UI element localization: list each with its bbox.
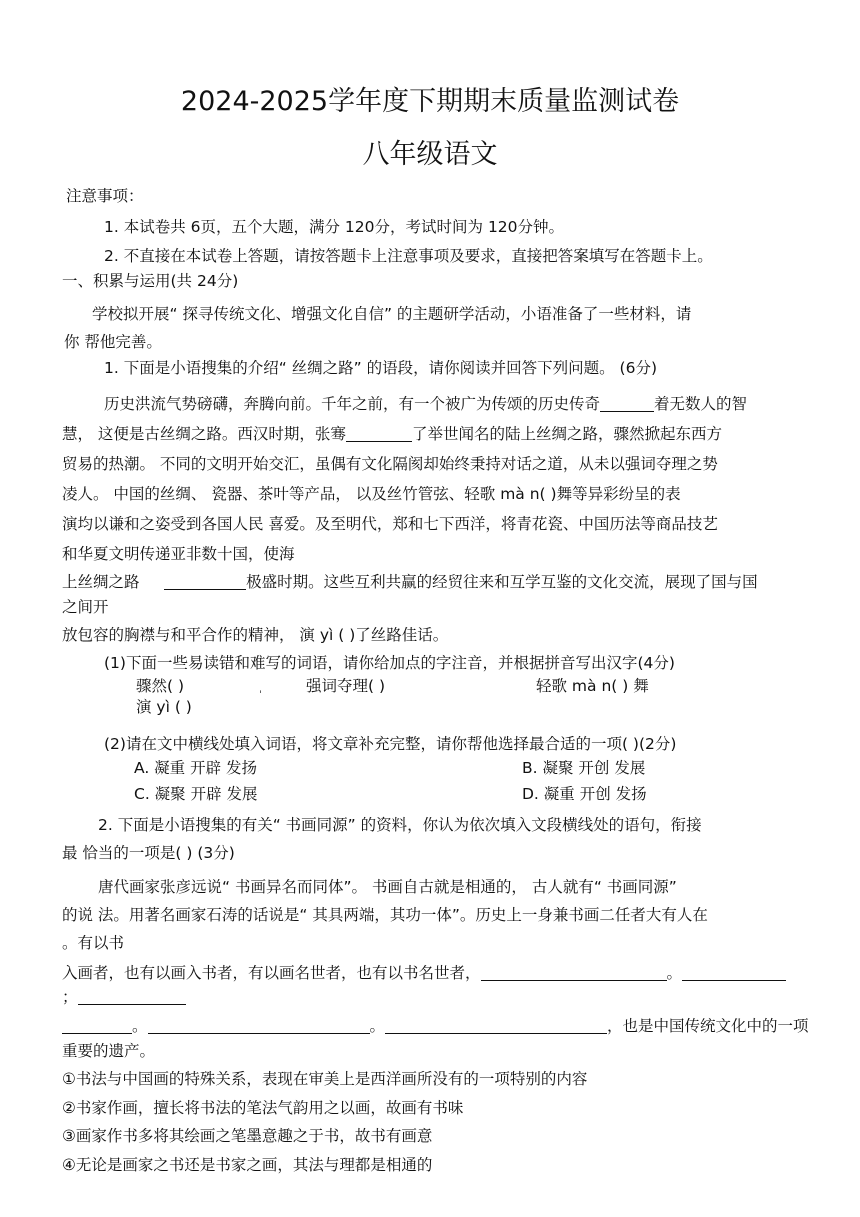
sub-question-1: (1)下面一些易读错和难写的词语，请你给加点的字注音，并根据拼音写出汉字(4分): [104, 654, 675, 672]
answer-blank[interactable]: [164, 574, 246, 591]
reading-line-6: 。 。 ，也是中国传统文化中的一项: [62, 1017, 809, 1036]
reading-line-2: 的说 法。用著名画家石涛的话说是“ 其具两端，其功一体”。历史上一身兼书画二任者大有人在: [62, 906, 708, 924]
option-b[interactable]: B. 凝聚 开创 发展: [522, 759, 646, 777]
sub-question-2: (2)请在文中横线处填入词语，将文章补充完整，请你帮他选择最合适的一项( )(2分): [104, 735, 677, 753]
answer-blank[interactable]: [385, 1018, 607, 1035]
question-2: 2. 下面是小语搜集的有关“ 书画同源” 的资料，你认为依次填入文段横线处的语句，衔接: [98, 816, 702, 834]
sentence-2: ②书家作画，擅长将书法的笔法气韵用之以画，故画有书味: [62, 1099, 464, 1117]
section-heading: 一、积累与运用(共 24分): [62, 272, 239, 290]
reading-line-5: ；: [62, 988, 186, 1007]
passage-line-1: 历史洪流气势磅礴，奔腾向前。千年之前，有一个被广为传颂的历史传奇 着无数人的智: [104, 395, 748, 413]
term-2: 强词夺理( ): [306, 677, 386, 695]
reading-line-3: 。有以书: [62, 934, 125, 952]
option-a[interactable]: A. 凝重 开辟 发扬: [134, 759, 258, 777]
option-c[interactable]: C. 凝聚 开辟 发展: [134, 785, 258, 803]
emphasis-mark: ˈ: [259, 690, 262, 701]
sentence-3: ③画家作书多将其绘画之笔墨意趣之于书，故书有画意: [62, 1127, 433, 1145]
passage-line-5: 演均以谦和之姿受到各国人民 喜爱。及至明代，郑和七下西洋，将青花瓷、中国历法等商品技艺: [62, 515, 718, 533]
passage-line-4: 凌人。 中国的丝绸、 瓷器、茶叶等产品， 以及丝竹管弦、轻歌 mà n( )舞等异彩纷呈的表: [62, 485, 681, 503]
passage-line-9: 放包容的胸襟与和平合作的精神， 演 yì ( )了丝路佳话。: [62, 626, 449, 644]
passage-line-2: 慧， 这便是古丝绸之路。西汉时期，张骞 了举世闻名的陆上丝绸之路，骤然掀起东西方: [62, 425, 722, 443]
question-2-cont: 最 恰当的一项是( ) (3分): [62, 844, 235, 862]
term-1: 骤然( ): [136, 677, 185, 695]
question-1: 1. 下面是小语搜集的介绍“ 丝绸之路” 的语段，请你阅读并回答下列问题。 (6分): [104, 359, 658, 377]
passage-line-3: 贸易的热潮。 不同的文明开始交汇，虽偶有文化隔阂却始终秉持对话之道，从未以强词夺理之势: [62, 455, 718, 473]
answer-blank[interactable]: [62, 1018, 132, 1035]
reading-line-4: 入画者，也有以画入书者，有以画名世者，也有以书名世者， 。: [62, 964, 786, 983]
reading-line-1: 唐代画家张彦远说“ 书画异名而同体”。 书画自古就是相通的， 古人就有“ 书画同源”: [98, 878, 677, 896]
answer-blank[interactable]: [346, 426, 412, 443]
option-d[interactable]: D. 凝重 开创 发扬: [522, 785, 647, 803]
reading-line-7: 重要的遗产。: [62, 1042, 156, 1060]
intro-line-2: 你 帮他完善。: [64, 333, 162, 351]
passage-line-7: 上丝绸之路 极盛时期。这些互利共赢的经贸往来和互学互鉴的文化交流，展现了国与国: [62, 573, 758, 591]
notice-item-2: 2. 不直接在本试卷上答题，请按答题卡上注意事项及要求，直接把答案填写在答题卡上。: [104, 247, 713, 265]
answer-blank[interactable]: [682, 965, 786, 982]
intro-line-1: 学校拟开展“ 探寻传统文化、增强文化自信” 的主题研学活动，小语准备了一些材料，请: [92, 305, 692, 323]
sentence-4: ④无论是画家之书还是书家之画，其法与理都是相通的: [62, 1156, 433, 1174]
term-4: 演 yì ( ): [136, 698, 192, 716]
sentence-1: ①书法与中国画的特殊关系，表现在审美上是西洋画所没有的一项特别的内容: [62, 1070, 588, 1088]
answer-blank[interactable]: [600, 396, 654, 413]
answer-blank[interactable]: [78, 989, 186, 1006]
answer-blank[interactable]: [148, 1018, 370, 1035]
notice-heading: 注意事项：: [66, 187, 144, 205]
passage-line-6: 和华夏文明传递亚非数十国，使海: [62, 545, 295, 563]
exam-title: 2024-2025学年度下期期末质量监测试卷: [180, 86, 680, 117]
passage-line-8: 之间开: [62, 598, 109, 616]
exam-subtitle: 八年级语文: [362, 139, 498, 170]
term-3: 轻歌 mà n( ) 舞: [536, 677, 649, 695]
notice-item-1: 1. 本试卷共 6页，五个大题，满分 120分，考试时间为 120分钟。: [104, 218, 565, 236]
answer-blank[interactable]: [481, 965, 667, 982]
